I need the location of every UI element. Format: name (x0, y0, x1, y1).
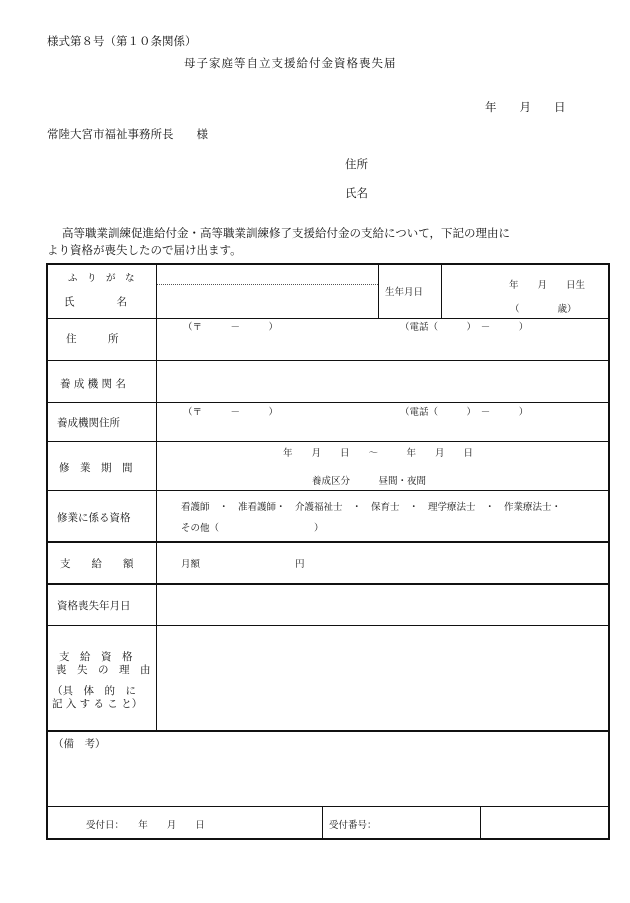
loss-date-label: 資格喪失年月日 (57, 600, 131, 612)
address-label: 住 所 (66, 333, 119, 345)
row-line (46, 441, 610, 442)
course-type: 養成区分 昼間・夜間 (312, 476, 427, 487)
school-address-label: 養成機関住所 (57, 417, 120, 429)
remarks-label: （備 考） (53, 738, 106, 750)
row-line (46, 625, 610, 626)
reason-label-4: 記 入 す る こ と） (52, 698, 143, 710)
date-line: 年 月 日 (485, 100, 566, 114)
birthdate-value: 年 月 日生 (509, 280, 586, 291)
postal-code: （〒 － ） (183, 322, 279, 333)
applicant-address-label: 住所 (345, 157, 368, 171)
receipt-number: 受付番号： (329, 820, 377, 831)
school-postal-code: （〒 － ） (183, 407, 279, 418)
name-label: 氏 名 (64, 296, 127, 308)
birthdate-label: 生年月日 (385, 287, 424, 298)
addressee: 常陸大宮市福祉事務所長 様 (47, 127, 208, 141)
qualification-options: 看護師 ・ 准看護師・ 介護福祉士 ・ 保育士 ・ 理学療法士 ・ 作業療法士・ (181, 502, 562, 513)
intro-line-1: 高等職業訓練促進給付金・高等職業訓練修了支援給付金の支給について，下記の理由に (62, 226, 511, 240)
row-line (46, 360, 610, 361)
receipt-date: 受付日： 年 月 日 (86, 820, 205, 831)
row-line (46, 402, 610, 403)
period-range: 年 月 日 ～ 年 月 日 (283, 448, 474, 459)
form-table (46, 263, 610, 840)
reason-label-3: （具 体 的 に (52, 685, 136, 697)
row-line (46, 541, 610, 543)
col-line (322, 806, 323, 840)
row-line (46, 490, 610, 491)
school-phone: （電話（ ） － ） (400, 407, 529, 418)
age-value: （ 歳） (510, 304, 577, 315)
row-line (46, 583, 610, 585)
qualification-label: 修業に係る資格 (57, 512, 131, 524)
col-line (378, 263, 379, 318)
col-line (480, 806, 481, 840)
period-label: 修 業 期 間 (59, 462, 133, 474)
furigana-divider (156, 284, 378, 285)
row-line (46, 730, 610, 732)
label-column-line (156, 263, 157, 730)
furigana-label: ふ り が な (68, 273, 135, 284)
row-line (46, 806, 610, 807)
qualification-other: その他（ ） (181, 523, 324, 534)
amount-label: 支 給 額 (60, 558, 134, 570)
col-line (441, 263, 442, 318)
applicant-name-label: 氏名 (345, 186, 368, 200)
phone: （電話（ ） － ） (400, 322, 529, 333)
reason-label-2: 喪 失 の 理 由 (56, 664, 151, 676)
school-name-label: 養 成 機 関 名 (60, 378, 126, 390)
intro-line-2: より資格が喪失したので届け出ます。 (47, 243, 242, 257)
form-number: 様式第８号（第１０条関係） (47, 34, 197, 48)
reason-label-1: 支 給 資 格 (59, 651, 133, 663)
amount-value: 月額 円 (181, 559, 305, 570)
form-title: 母子家庭等自立支援給付金資格喪失届 (184, 56, 397, 70)
